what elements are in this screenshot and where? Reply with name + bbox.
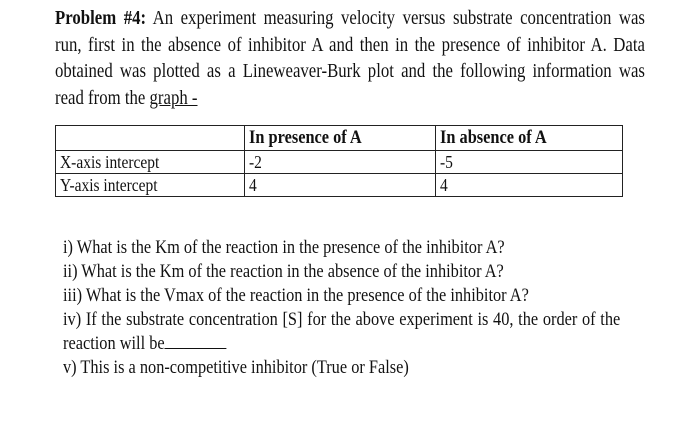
- header-cell-presence: In presence of A: [245, 126, 436, 151]
- question-5: v) This is a non-competitive inhibitor (True or False): [63, 357, 409, 378]
- row-label-y-intercept: Y-axis intercept: [56, 174, 245, 197]
- question-2: ii) What is the Km of the reaction in the absence of the inhibitor A?: [63, 261, 504, 282]
- y-intercept-absence: 4: [436, 174, 623, 197]
- question-1: i) What is the Km of the reaction in the presence of the inhibitor A?: [63, 237, 505, 258]
- problem-intro-last: graph -: [149, 87, 198, 109]
- x-intercept-absence: -5: [436, 151, 623, 174]
- y-intercept-presence: 4: [245, 174, 436, 197]
- question-4: [63, 308, 620, 356]
- problem-heading: Problem #4:: [55, 8, 147, 29]
- x-intercept-presence: -2: [245, 151, 436, 174]
- question-list: [63, 236, 620, 380]
- question-4-text: iv) If the substrate concentration [S] for the above experiment is 40, the order of the reaction will be: [63, 309, 621, 354]
- row-label-x-intercept: X-axis intercept: [56, 151, 245, 174]
- header-cell-absence: In absence of A: [436, 126, 623, 151]
- table-row: [56, 151, 623, 174]
- table-row: [56, 174, 623, 197]
- intercept-table: [55, 125, 623, 197]
- answer-blank: [165, 332, 227, 349]
- table-header-row: [56, 126, 623, 151]
- problem-intro: An experiment measuring velocity versus substrate concentration was run, first in the absence of inhibitor A and then in the presence of inhibitor A. Data obtained was plotted as a Lineweaver-Burk plot and the following information was read from the: [55, 8, 645, 109]
- question-3: iii) What is the Vmax of the reaction in the presence of the inhibitor A?: [63, 285, 529, 306]
- problem-statement: [55, 6, 645, 112]
- header-cell-empty: [56, 126, 245, 151]
